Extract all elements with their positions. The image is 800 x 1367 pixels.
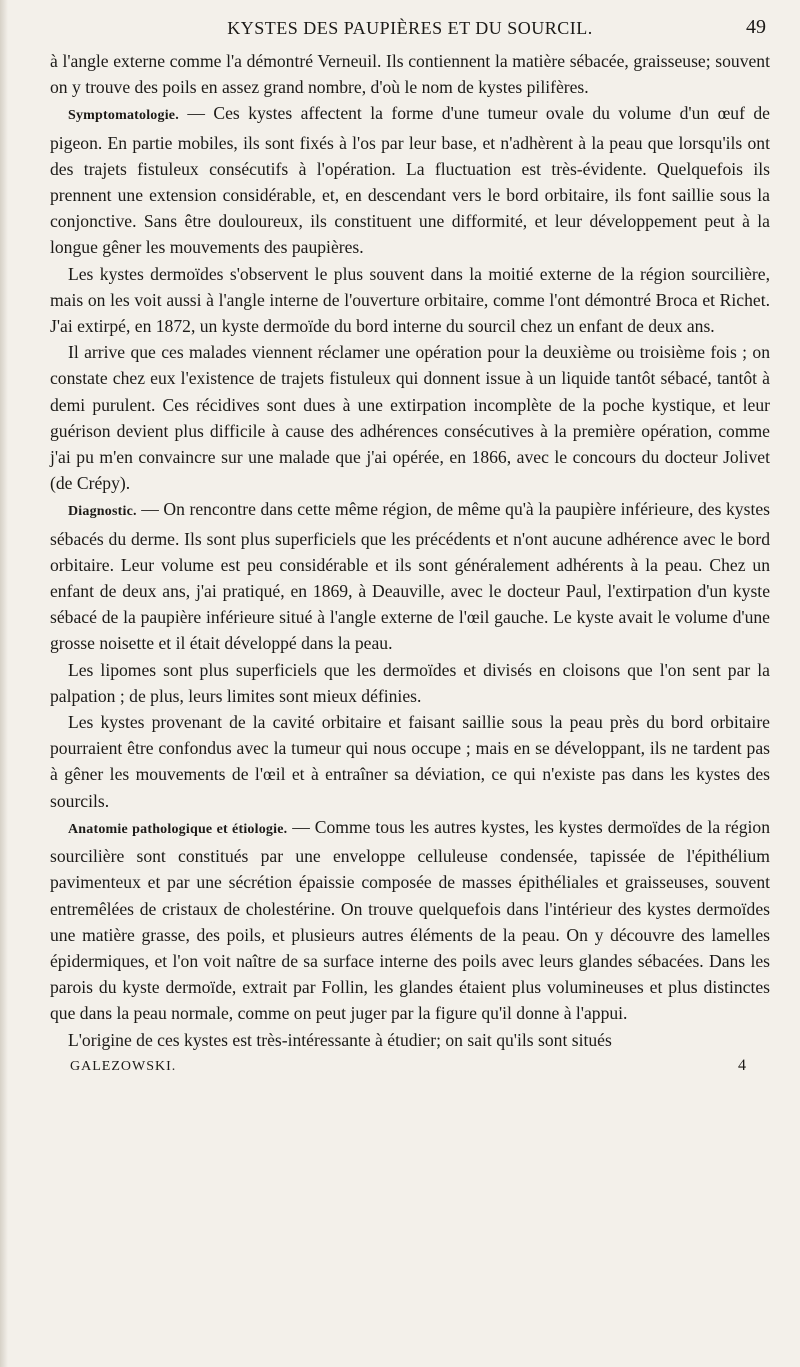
- section-rubric: Diagnostic.: [68, 504, 137, 520]
- paragraph-text: à l'angle externe comme l'a démontré Verneuil. Ils contiennent la matière sébacée, graisseuse; souvent on y trouve des poils en assez grand nombre, d'où le nom de kystes pilifères.: [50, 51, 770, 98]
- paragraph-text: — Ces kystes affectent la forme d'une tumeur ovale du volume d'un œuf de pigeon. En partie mobiles, ils sont fixés à l'os par leur base, et n'adhèrent à la peau que lorsqu'ils ont des trajets fistuleux consécutifs à l'opération. La fluctuation est très-évidente. Quelquefois ils prennent une extension considérable, et, en descendant vers le bord orbitaire, ils font saillie sous la conjonctive. Sans être douloureux, ils constituent une difformité, et leur développement peut à la longue gêner les mouvements des paupières.: [50, 103, 770, 258]
- paragraph: [50, 709, 770, 814]
- paragraph: [50, 100, 770, 260]
- paragraph-text: Les kystes provenant de la cavité orbitaire et faisant saillie sous la peau près du bord orbitaire pourraient être confondus avec la tumeur qui nous occupe ; mais en se développant, ils ne tardent pas à gêner les mouvements de l'œil et à entraîner sa déviation, ce qui n'existe pas dans les kystes des sourcils.: [50, 712, 770, 811]
- paragraph: [50, 48, 770, 100]
- book-page: [50, 14, 770, 1081]
- running-head: [50, 14, 770, 48]
- paragraph-text: Il arrive que ces malades viennent réclamer une opération pour la deuxième ou troisième fois ; on constate chez eux l'existence de trajets fistuleux qui donnent issue à un liquide tantôt sébacé, tantôt à demi purulent. Ces récidives sont dues à une extirpation incomplète de la poche kystique, et leur guérison devient plus difficile à cause des adhérences consécutives à la première opération, comme j'ai pu m'en convaincre sur une malade que j'ai opérée, en 1866, avec le concours du docteur Jolivet (de Crépy).: [50, 342, 770, 494]
- page-footer: [50, 1055, 770, 1081]
- paragraph: [50, 496, 770, 656]
- section-rubric: Anatomie pathologique et étiologie.: [68, 821, 288, 837]
- paragraph-text: — Comme tous les autres kystes, les kystes dermoïdes de la région sourcilière sont constitués par une enveloppe celluleuse condensée, tapissée de l'épithélium pavimenteux et par une sécrétion épaissie composée de masses épithéliales et graisseuses, souvent entremêlées de cristaux de cholestérine. On trouve quelquefois dans l'intérieur des kystes dermoïdes une matière grasse, des poils, et plusieurs autres éléments de la peau. On y découvre des lamelles épidermiques, et l'on voit naître de sa surface interne des poils avec leurs glandes sébacées. Dans les parois du kyste dermoïde, extrait par Follin, les glandes étaient plus volumineuses et plus distinctes que dans la peau normale, comme on peut juger par la figure qu'il donne à l'appui.: [50, 816, 770, 1024]
- paragraph: [50, 261, 770, 340]
- body-text: [50, 48, 770, 1053]
- page-number: 49: [746, 16, 766, 38]
- printer-signature: GALEZOWSKI.: [70, 1058, 177, 1074]
- paragraph: [50, 814, 770, 1027]
- paragraph-text: Les kystes dermoïdes s'observent le plus souvent dans la moitié externe de la région sourcilière, mais on les voit aussi à l'angle interne de l'ouverture orbitaire, comme l'ont démontré Broca et Richet. J'ai extirpé, en 1872, un kyste dermoïde du bord interne du sourcil chez un enfant de deux ans.: [50, 263, 770, 337]
- paragraph: [50, 339, 770, 496]
- page-gutter-shadow: [0, 0, 8, 1367]
- signature-mark: 4: [738, 1056, 746, 1074]
- paragraph-text: Les lipomes sont plus superficiels que les dermoïdes et divisés en cloisons que l'on sent par la palpation ; de plus, leurs limites sont mieux définies.: [50, 659, 770, 706]
- paragraph: [50, 657, 770, 709]
- running-title: KYSTES DES PAUPIÈRES ET DU SOURCIL.: [227, 18, 593, 38]
- paragraph: [50, 1027, 770, 1053]
- paragraph-text: — On rencontre dans cette même région, de même qu'à la paupière inférieure, des kystes sébacés du derme. Ils sont plus superficiels que les précédents et n'ont aucune adhérence avec le bord orbitaire. Leur volume est peu considérable et ils sont généralement adhérents à la peau. Chez un enfant de deux ans, j'ai pratiqué, en 1869, à Deauville, avec le docteur Paul, l'extirpation d'un kyste sébacé de la paupière inférieure situé à l'angle externe de l'œil gauche. Le kyste avait le volume d'une grosse noisette et il était développé dans la peau.: [50, 499, 770, 654]
- section-rubric: Symptomatologie.: [68, 108, 179, 124]
- paragraph-text: L'origine de ces kystes est très-intéressante à étudier; on sait qu'ils sont situés: [68, 1029, 612, 1050]
